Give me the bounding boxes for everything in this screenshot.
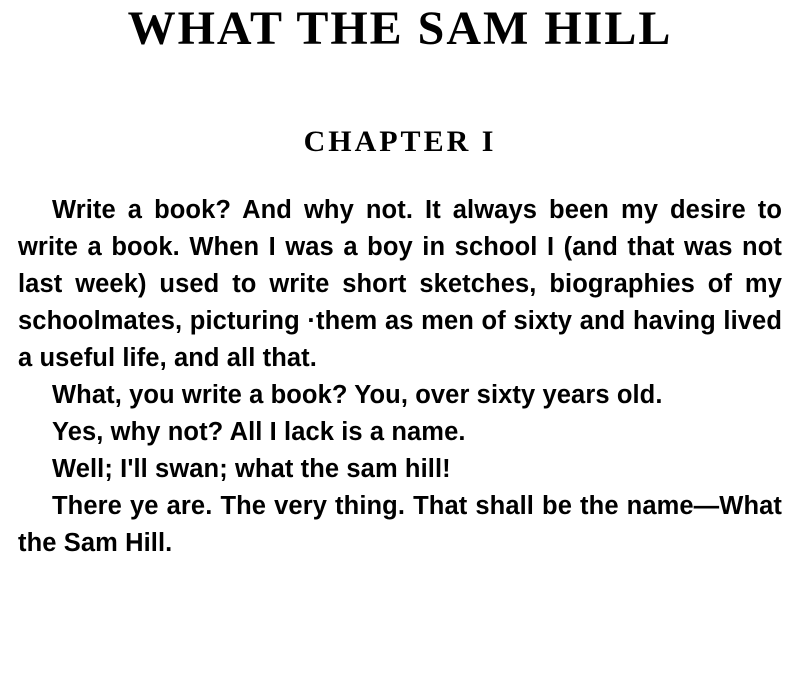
paragraph: Well; I'll swan; what the sam hill!: [52, 454, 451, 483]
paragraph: Write a book? And why not. It always been my desire to write a book. When I was a boy in school I (and that was not last week) used to write short sketches, biographies of my schoolmates, picturing ·them as men of sixty and having lived a useful life, and all that.: [18, 195, 782, 372]
page-title: WHAT THE SAM HILL: [127, 2, 673, 55]
chapter-heading: CHAPTER I: [303, 125, 497, 159]
document-page: [0, 4, 800, 693]
paragraph: There ye are. The very thing. That shall be the name—What the Sam Hill.: [18, 491, 782, 557]
body-text: [18, 192, 782, 562]
paragraph: What, you write a book? You, over sixty years old.: [52, 380, 663, 409]
paragraph: Yes, why not? All I lack is a name.: [52, 417, 466, 446]
